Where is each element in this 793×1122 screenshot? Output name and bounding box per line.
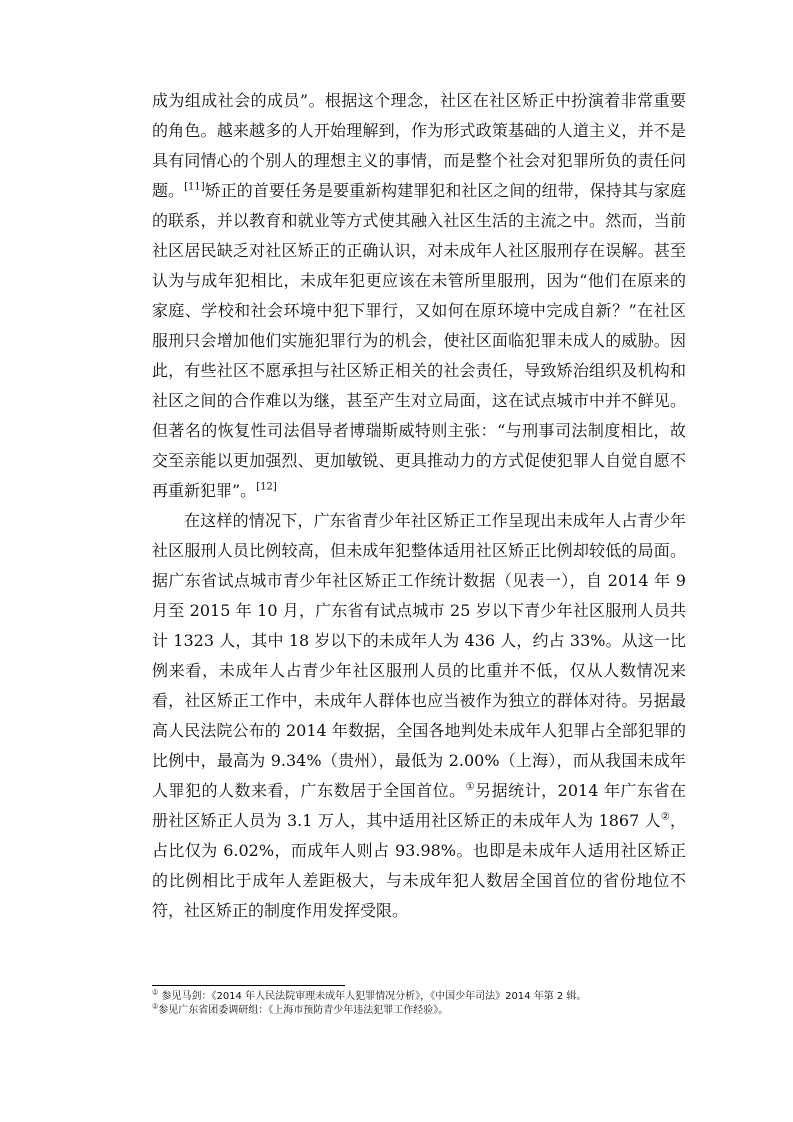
- footnote-ref: ②: [660, 811, 670, 823]
- footnote-mark: ②: [152, 1002, 159, 1011]
- paragraph: 在这样的情况下，广东省青少年社区矫正工作呈现出未成年人占青少年社区服刑人员比例较高，但未成年犯整体适用社区矫正比例却较低的局面。据广东省试点城市青少年社区矫正工作统计数据（见表一），自 2014 年 9 月至 2015 年 10 月，广东省有试点城市 25 岁以下青少年社区服刑人员共计 1323 人，其中 18 岁以下的未成年人为 436 人，约占 33%。从这一比例来看，未成年人占青少年社区服刑人员的比重并不低，仅从人数情况来看，社区矫正工作中，未成年人群体也应当被作为独立的群体对待。另据最高人民法院公布的 2014 年数据，全国各地判处未成年人犯罪占全部犯罪的比例中，最高为 9.34%（贵州），最低为 2.00%（上海），而从我国未成年人罪犯的人数来看，广东数居于全国首位。①另据统计，2014 年广东省在册社区矫正人员为 3.1 万人，其中适用社区矫正的未成年人为 1867 人②，占比仅为 6.02%，而成年人则占 93.98%。也即是未成年人适用社区矫正的比例相比于成年人差距极大，与未成年犯人数居全国首位的省份地位不符，社区矫正的制度作用发挥受限。: [152, 511, 687, 920]
- footnote-ref: ①: [465, 781, 476, 793]
- citation-marker: [12]: [256, 481, 277, 493]
- footnotes: [152, 990, 712, 1018]
- footnote: ① 参见马剑：《2014 年人民法院审理未成年人犯罪情况分析》，《中国少年司法》2014 年第 2 辑。: [152, 988, 587, 1002]
- footnote: ②参见广东省团委调研组：《上海市预防青少年违法犯罪工作经验》。: [152, 1002, 449, 1016]
- citation-marker: [11]: [184, 181, 205, 193]
- body-text: [152, 86, 686, 926]
- paragraph: 成为组成社会的成员”。根据这个理念，社区在社区矫正中扮演着非常重要的角色。越来越多的人开始理解到，作为形式政策基础的人道主义，并不是具有同情心的个别人的理想主义的事情，而是整个社会对犯罪所负的责任问题。[11]矫正的首要任务是要重新构建罪犯和社区之间的纽带，保持其与家庭的联系，并以教育和就业等方式使其融入社区生活的主流之中。然而，当前社区居民缺乏对社区矫正的正确认识，对未成年人社区服刑存在误解。甚至认为与成年犯相比，未成年犯更应该在未管所里服刑，因为“他们在原来的家庭、学校和社会环境中犯下罪行，又如何在原环境中完成自新？”在社区服刑只会增加他们实施犯罪行为的机会，使社区面临犯罪未成人的威胁。因此，有些社区不愿承担与社区矫正相关的社会责任，导致矫治组织及机构和社区之间的合作难以为继，甚至产生对立局面，这在试点城市中并不鲜见。但著名的恢复性司法倡导者博瑞斯威特则主张：“与刑事司法制度相比，故交至亲能以更加强烈、更加敏锐、更具推动力的方式促使犯罪人自觉自愿不再重新犯罪”。[12]: [152, 91, 686, 500]
- footnote-divider: [152, 985, 345, 986]
- footnote-mark: ①: [152, 988, 159, 997]
